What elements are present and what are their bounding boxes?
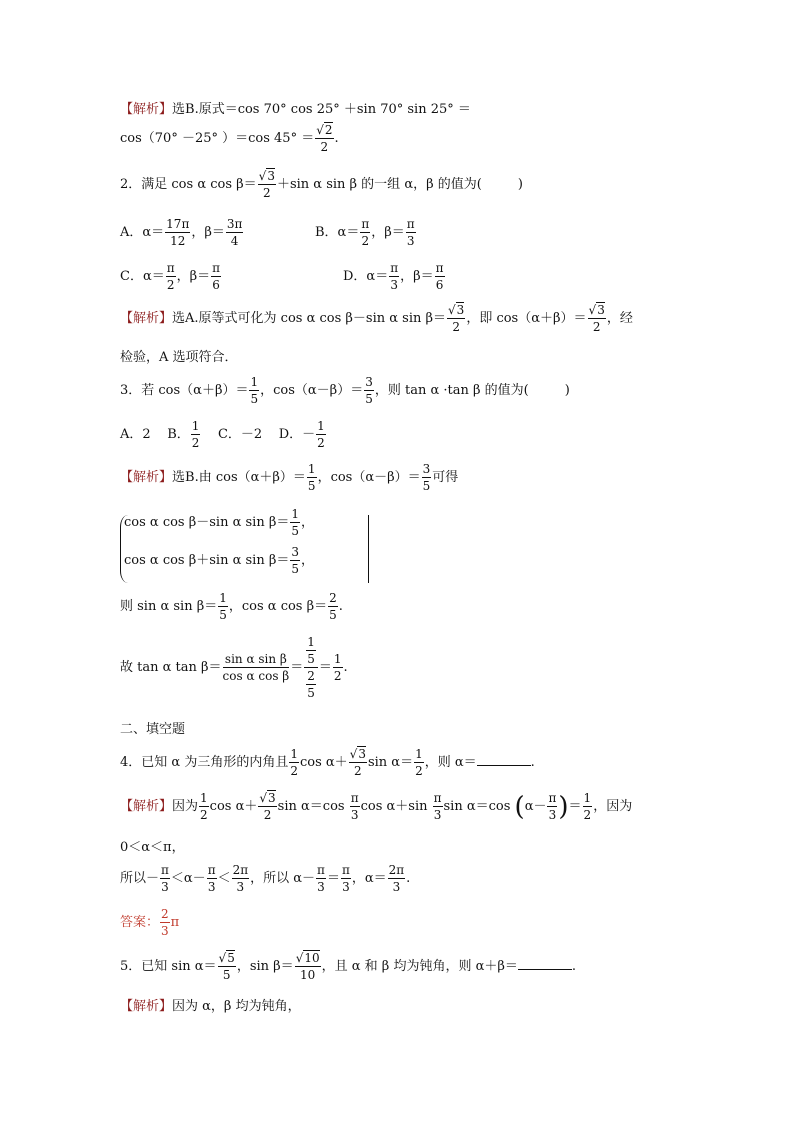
solution-3-then: 则 sin α sin β＝ $\frac{1}{5}$ ，cos α cos β＝ $\frac{2}{5}$ . (120, 591, 343, 622)
option-2c: C．α＝ $\frac{\pi}{2}$ ，β＝ $\frac{\pi}{6}$ (120, 261, 221, 292)
solution-4-line-2: 0＜α＜π， (120, 840, 185, 855)
question-3: 3．若 cos（α＋β）＝ $\frac{1}{5}$ ，cos（α－β）＝ $\frac{3}{5}$ ，则 tan α ·tan β 的值为( ) (120, 375, 570, 406)
answer-blank (477, 765, 531, 766)
solution-3-conclusion: 故 tan α tan β＝ $\frac{\text{sin α sin β}}{\text{cos α cos β}}$ ＝ $\frac{\frac{1}{5}}{\frac{2}{5}}$ ＝ $\frac{1}{2}$ . (120, 635, 348, 700)
system-eq-2: cos α cos β＋sin α sin β＝ $\frac{3}{5}$ ， (124, 545, 315, 576)
solution-4-line-3: 所以－ $\frac{\pi}{3}$ ＜α－ $\frac{\pi}{3}$ ＜ $\frac{2\pi}{3}$ ，所以 α－ $\frac{\pi}{3}$ ＝ $\frac{\pi}{3}$ ，α＝ $\frac{2\pi}{3}$ . (120, 863, 411, 894)
option-2b: B．α＝ $\frac{\pi}{2}$ ，β＝ $\frac{\pi}{3}$ (315, 217, 415, 248)
option-2a: A．α＝ $\frac{17\pi}{12}$ ，β＝ $\frac{3\pi}{4}$ (120, 217, 243, 248)
solution-2-line-2: 检验，A 选项符合． (120, 350, 238, 365)
solution-2: 【解析】选A.原等式可化为 cos α cos β－sin α sin β＝ $\frac{√3}{2}$ ，即 cos（α＋β）＝ $\frac{√3}{2}$ ，经 (120, 303, 633, 334)
question-5: 5．已知 sin α＝ $\frac{√5}{5}$ ，sin β＝ $\frac{√10}{10}$ ，且 α 和 β 均为钝角，则 α＋β＝ . (120, 951, 577, 982)
jiexi-tag: 【解析】 (120, 102, 173, 117)
solution-3: 【解析】选B.由 cos（α＋β）＝ $\frac{1}{5}$ ，cos（α－β）＝ $\frac{3}{5}$ 可得 (120, 462, 459, 493)
fraction: $\frac{√3}{2}$ (258, 169, 275, 200)
solution-4: 【解析】因为 $\frac{1}{2}$ cos α＋ $\frac{√3}{2}$ sin α＝cos $\frac{\pi}{3}$ cos α＋sin $\frac{\pi}{3}$ sin α＝cos (α－ $\frac{\pi}{3}$ )＝ $\frac{1}{2}$ ，因为 (120, 791, 633, 822)
question-4: 4．已知 α 为三角形的内角且 $\frac{1}{2}$ cos α＋ $\frac{√3}{2}$ sin α＝ $\frac{1}{2}$ ，则 α＝ . (120, 747, 535, 778)
section-heading: 二、填空题 (120, 722, 186, 737)
answer-blank (518, 969, 572, 970)
solution-1-line-2: cos（70° －25° ）＝cos 45° ＝ $\frac{√2}{2}$ . (120, 123, 339, 154)
option-2d: D．α＝ $\frac{\pi}{3}$ ，β＝ $\frac{\pi}{6}$ (343, 261, 444, 292)
solution-5: 【解析】因为 α，β 均为钝角， (120, 999, 301, 1014)
system-eq-1: cos α cos β－sin α sin β＝ $\frac{1}{5}$ ， (124, 507, 315, 538)
question-3-options: A．2 B． $\frac{1}{2}$ C．－2 D．－ $\frac{1}{2}$ (120, 419, 325, 450)
answer-4: 答案： $\frac{2}{3}$ π (120, 907, 180, 938)
fraction: $\frac{√2}{2}$ (316, 123, 333, 154)
question-2: 2．满足 cos α cos β＝ $\frac{√3}{2}$ ＋sin α sin β 的一组 α，β 的值为( ) (120, 169, 523, 200)
solution-1-line: 【解析】选B.原式＝cos 70° cos 25° ＋sin 70° sin 25° ＝ (120, 102, 471, 117)
system-bar (368, 515, 370, 583)
